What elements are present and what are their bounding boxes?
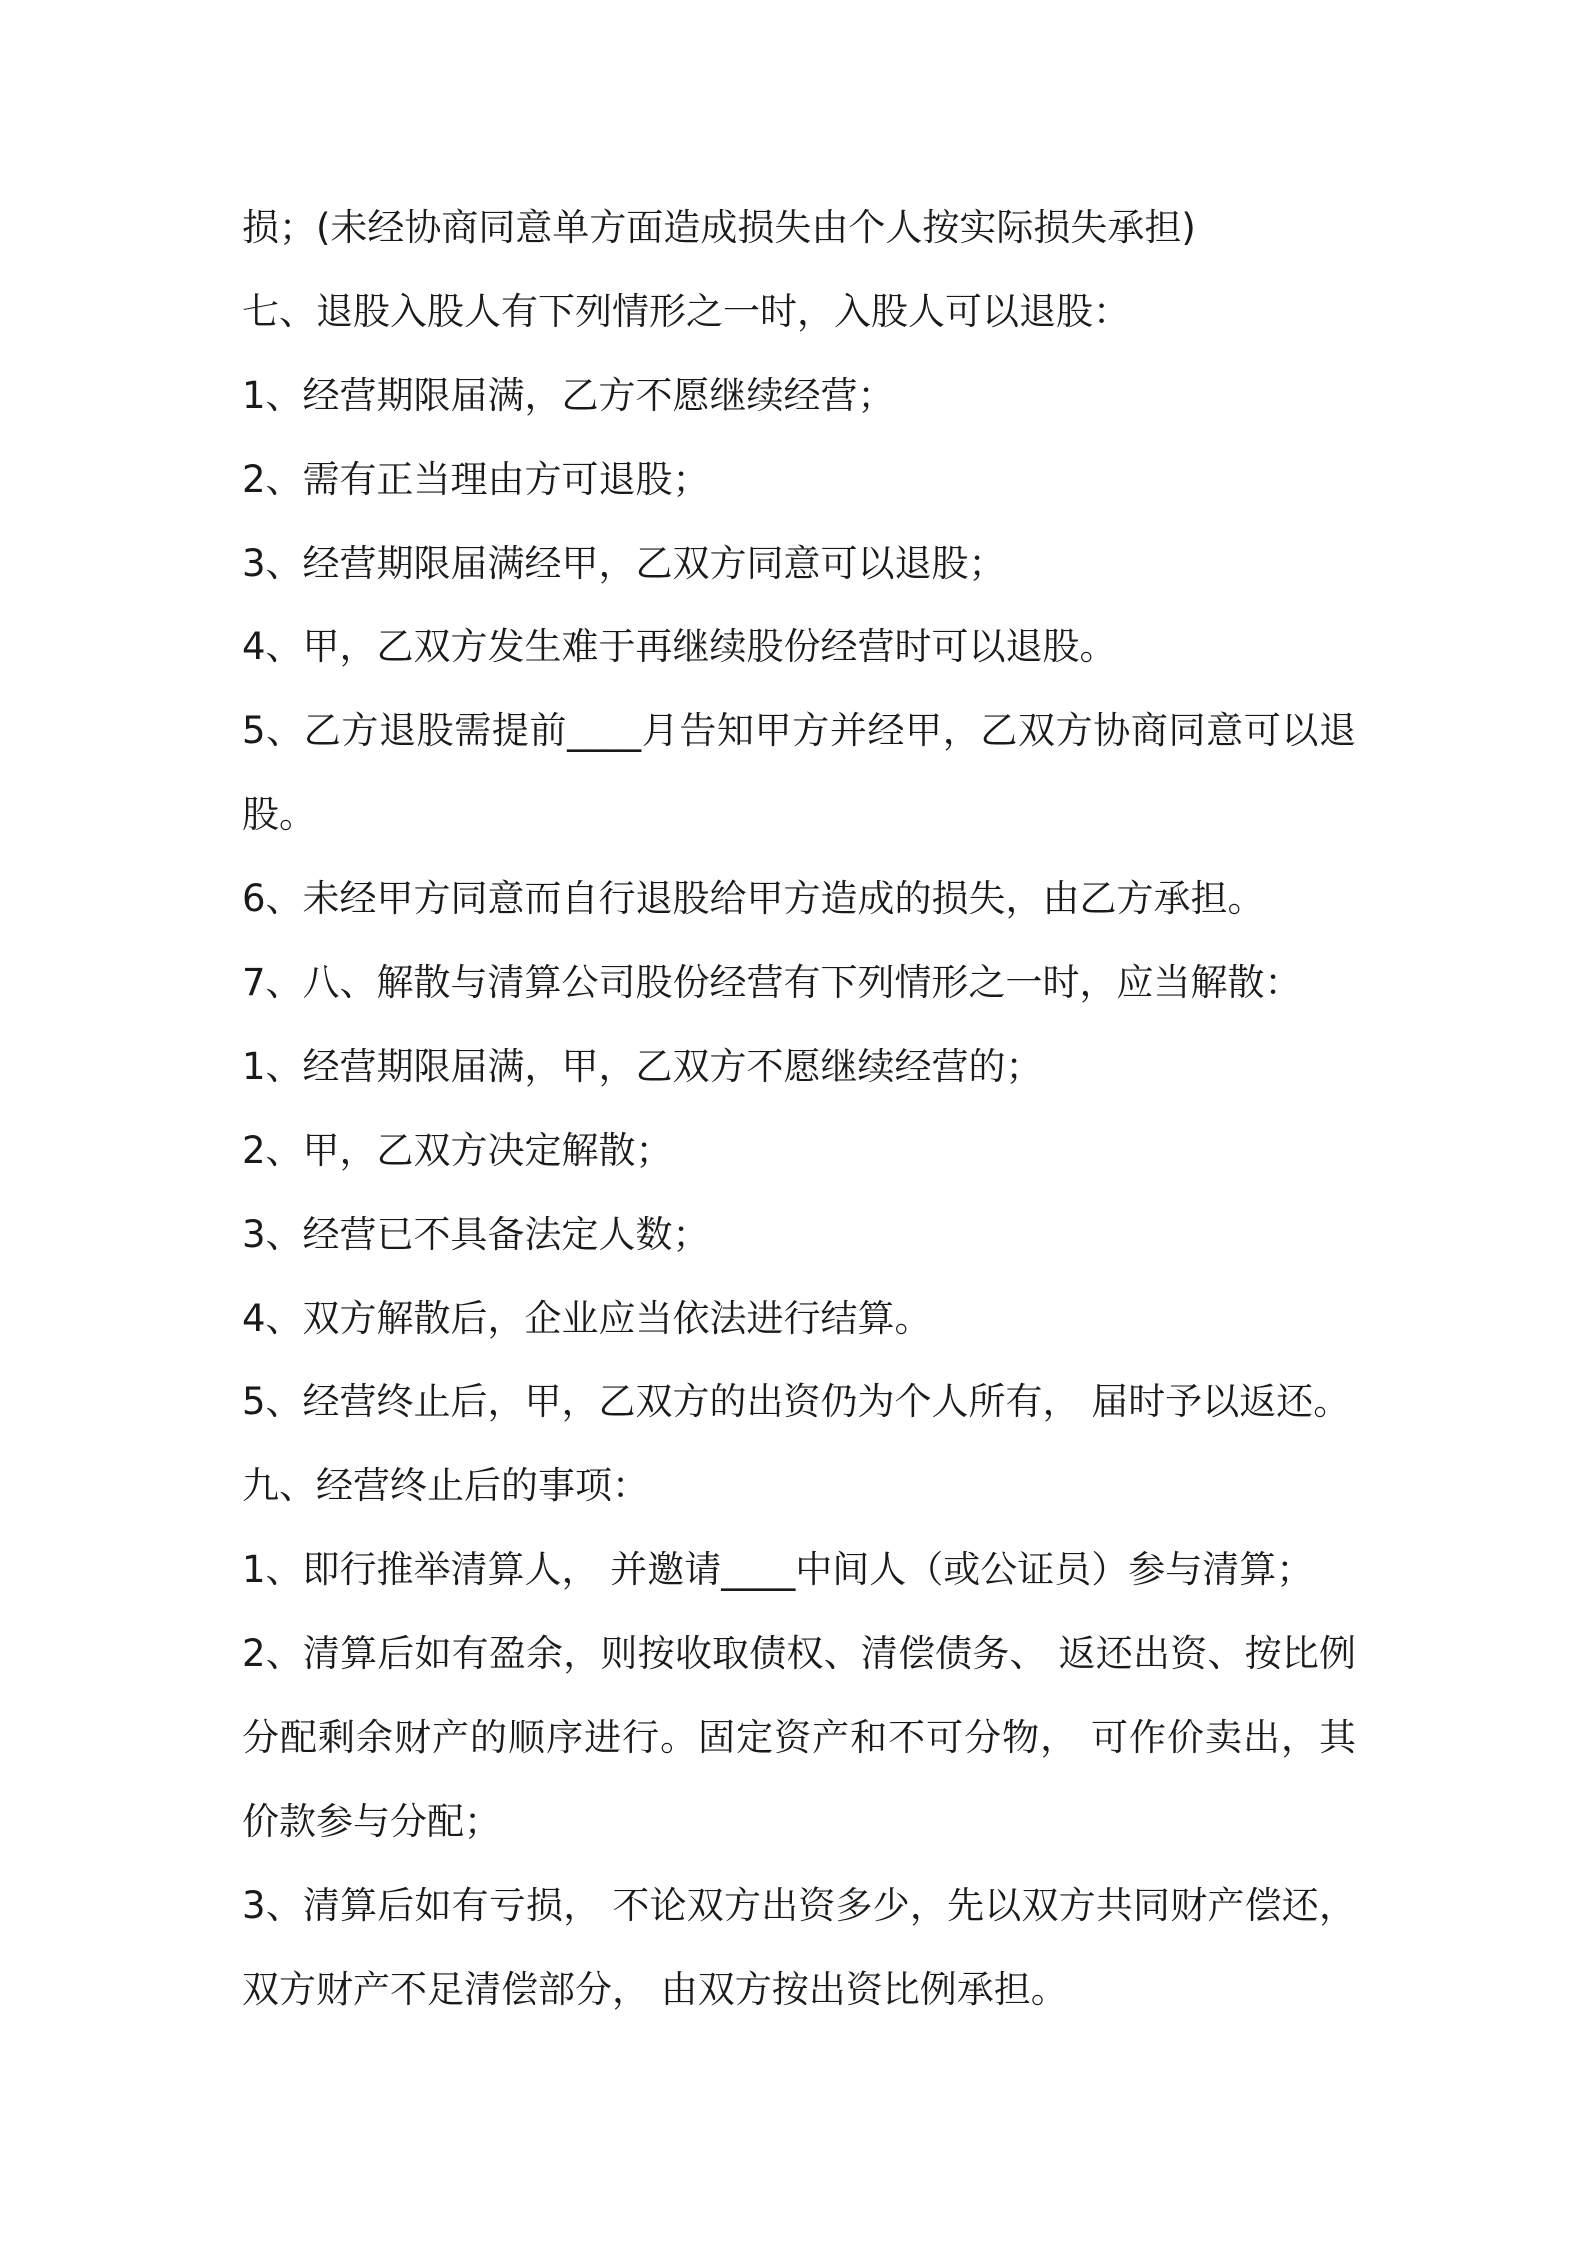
- section-heading-termination: 九、经营终止后的事项：: [242, 1464, 649, 1508]
- clause-line: 3、经营已不具备法定人数；: [242, 1212, 710, 1256]
- clause-line: 2、甲，乙双方决定解散；: [242, 1128, 673, 1172]
- clause-line-continuation: 分配剩余财产的顺序进行。固定资产和不可分物， 可作价卖出，其: [242, 1716, 1356, 1760]
- clause-line-continuation: 损；(未经协商同意单方面造成损失由个人按实际损失承担): [242, 206, 1196, 249]
- clause-line-continuation: 双方财产不足清偿部分， 由双方按出资比例承担。: [242, 1967, 1068, 2011]
- clause-line: 6、未经甲方同意而自行退股给甲方造成的损失，由乙方承担。: [242, 877, 1265, 921]
- clause-line: 3、清算后如有亏损， 不论双方出资多少，先以双方共同财产偿还，: [242, 1883, 1356, 1927]
- section-heading-dissolution: 7、八、解散与清算公司股份经营有下列情形之一时，应当解散：: [242, 961, 1302, 1005]
- document-body: [242, 186, 1362, 2032]
- clause-line: 1、经营期限届满，乙方不愿继续经营；: [242, 373, 895, 417]
- clause-line: 5、经营终止后，甲，乙双方的出资仍为个人所有， 届时予以返还。: [242, 1380, 1351, 1424]
- clause-line: 2、需有正当理由方可退股；: [242, 457, 710, 501]
- clause-line-continuation: 价款参与分配；: [242, 1799, 501, 1843]
- clause-line: 1、即行推举清算人， 并邀请____中间人（或公证员）参与清算；: [242, 1548, 1314, 1592]
- clause-line: 4、甲，乙双方发生难于再继续股份经营时可以退股。: [242, 625, 1117, 669]
- clause-line: 5、乙方退股需提前____月告知甲方并经甲，乙双方协商同意可以退: [242, 709, 1356, 753]
- clause-line: 3、经营期限届满经甲，乙双方同意可以退股；: [242, 541, 1006, 585]
- clause-line: 4、双方解散后，企业应当依法进行结算。: [242, 1296, 932, 1340]
- clause-line: 1、经营期限届满，甲，乙双方不愿继续经营的；: [242, 1044, 1043, 1088]
- clause-line-continuation: 股。: [242, 793, 316, 837]
- section-heading-withdrawal: 七、退股入股人有下列情形之一时，入股人可以退股：: [242, 289, 1130, 333]
- clause-line: 2、清算后如有盈余，则按收取债权、清偿债务、 返还出资、按比例: [242, 1632, 1356, 1676]
